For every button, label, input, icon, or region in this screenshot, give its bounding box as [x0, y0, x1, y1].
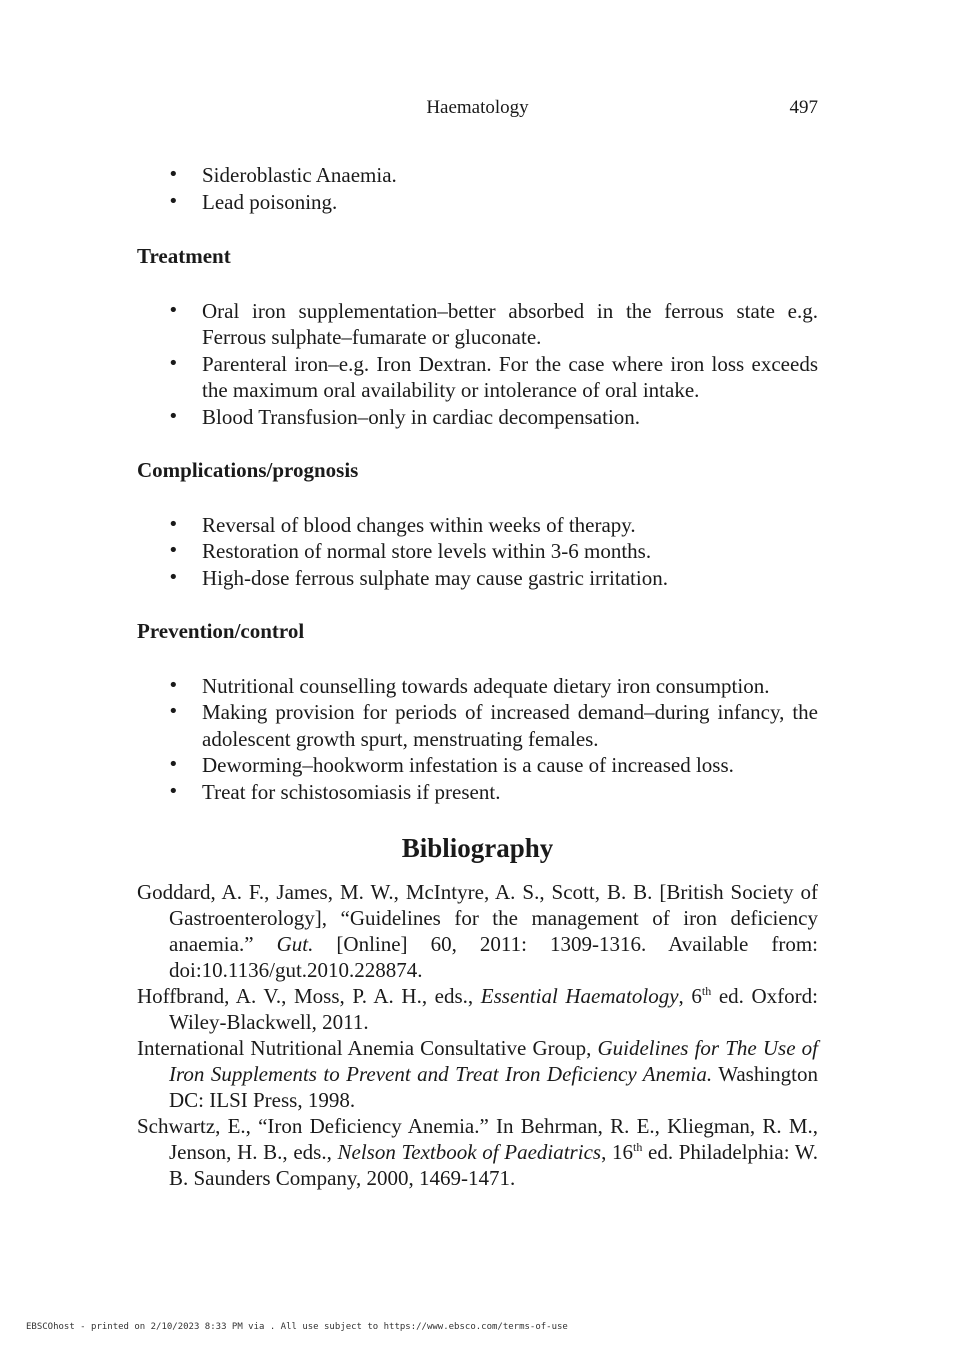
bibliography-entry: [137, 983, 818, 1035]
bib-text: ed. Oxford: Wiley-Blackwell, 2011.: [169, 984, 818, 1034]
list-item: • Reversal of blood changes within weeks of therapy.: [137, 512, 818, 539]
bib-text: International Nutritional Anemia Consultative Group,: [137, 1036, 598, 1060]
bibliography-entry: [137, 1035, 818, 1113]
treatment-heading: Treatment: [137, 244, 231, 268]
bib-book-title: Essential Haematology: [480, 984, 679, 1008]
bibliography-title: Bibliography: [401, 833, 554, 863]
page-body: [137, 162, 818, 1191]
bib-book-title: Guidelines for The Use of Iron Supplements to Prevent and Treat Iron Deficiency Anemia.: [169, 1036, 818, 1086]
list-item: • High-dose ferrous sulphate may cause gastric irritation.: [137, 565, 818, 592]
complications-list: [137, 512, 818, 592]
causes-list: [137, 162, 818, 215]
bib-text: [Online] 60, 2011: 1309-1316. Available from: doi:10.1136/gut.2010.228874.: [169, 932, 818, 982]
bib-text: Hoffbrand, A. V., Moss, P. A. H., eds.,: [137, 984, 481, 1008]
treatment-list: [137, 298, 818, 431]
list-item: • Lead poisoning.: [137, 189, 818, 216]
list-item: • Blood Transfusion–only in cardiac decompensation.: [137, 404, 818, 431]
list-item: • Deworming–hookworm infestation is a cause of increased loss.: [137, 752, 818, 779]
bib-text: Goddard, A. F., James, M. W., McIntyre, A. S., Scott, B. B. [British Society of Gastroenterology], “Guidelines for the management of iron deficiency anaemia.”: [137, 880, 818, 956]
print-footer: EBSCOhost - printed on 2/10/2023 8:33 PM via . All use subject to https://www.ebsco.com/terms-of-use: [26, 1322, 568, 1332]
bibliography-entry: [137, 1113, 818, 1191]
bib-journal-title: Gut.: [276, 932, 314, 956]
list-item: • Making provision for periods of increased demand–during infancy, the adolescent growth spurt, menstruating females.: [137, 699, 818, 752]
bibliography-entry: [137, 879, 818, 983]
complications-heading: Complications/prognosis: [137, 458, 359, 482]
list-item: • Oral iron supplementation–better absorbed in the ferrous state e.g. Ferrous sulphate–fumarate or gluconate.: [137, 298, 818, 351]
running-header-title: Haematology: [426, 97, 529, 118]
bib-text: , 6: [678, 984, 702, 1008]
bib-text: Schwartz, E., “Iron Deficiency Anemia.” In Behrman, R. E., Kliegman, R. M., Jenson, H. B., eds.,: [137, 1114, 818, 1164]
bib-superscript: th: [701, 984, 712, 998]
bib-text: , 16: [601, 1140, 633, 1164]
prevention-heading: Prevention/control: [137, 619, 305, 643]
list-item: • Restoration of normal store levels within 3-6 months.: [137, 538, 818, 565]
bib-book-title: Nelson Textbook of Paediatrics: [337, 1140, 602, 1164]
bib-text: ed. Philadelphia: W. B. Saunders Company, 2000, 1469-1471.: [169, 1140, 818, 1190]
prevention-list: [137, 673, 818, 806]
list-item: • Parenteral iron–e.g. Iron Dextran. For the case where iron loss exceeds the maximum oral availability or intolerance of oral intake.: [137, 351, 818, 404]
list-item: • Treat for schistosomiasis if present.: [137, 779, 818, 806]
list-item: • Nutritional counselling towards adequate dietary iron consumption.: [137, 673, 818, 700]
list-item: • Sideroblastic Anaemia.: [137, 162, 818, 189]
bib-superscript: th: [632, 1140, 643, 1154]
bib-text: Washington DC: ILSI Press, 1998.: [169, 1062, 818, 1112]
page-number: 497: [789, 97, 818, 118]
